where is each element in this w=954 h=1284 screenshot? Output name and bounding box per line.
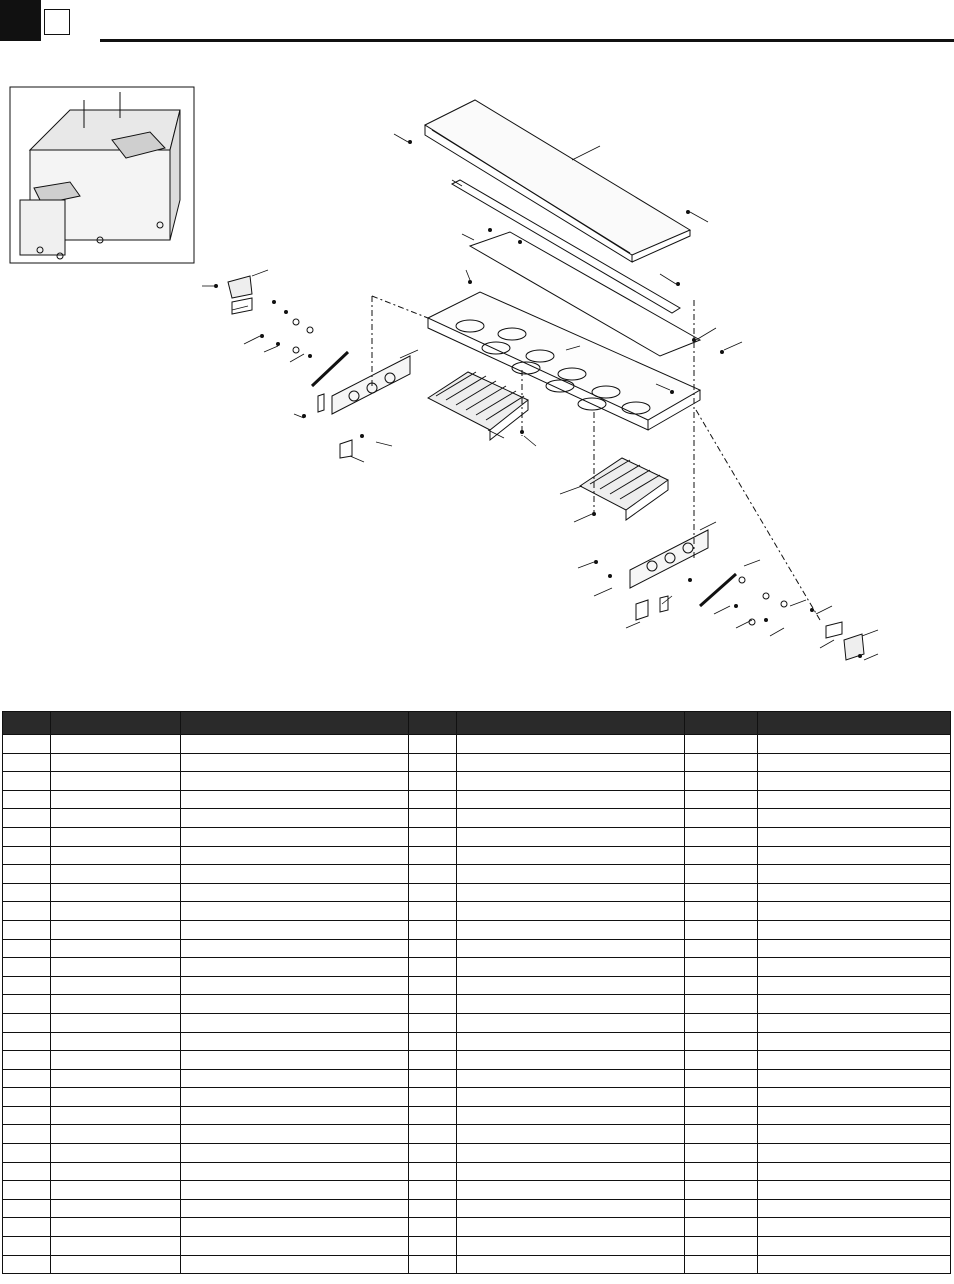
table-cell [457,1032,685,1051]
table-cell [3,976,51,995]
table-cell [457,1106,685,1125]
table-cell [409,976,457,995]
table-cell [3,827,51,846]
table-row [3,939,951,958]
table-cell [3,809,51,828]
table-row [3,1181,951,1200]
table-cell [3,1106,51,1125]
table-cell [457,827,685,846]
table-cell [3,939,51,958]
table-cell [409,1162,457,1181]
table-cell [685,865,758,884]
table-cell [51,1051,181,1070]
table-cell [457,865,685,884]
table-cell [3,1051,51,1070]
table-cell [181,1181,409,1200]
table-cell [758,883,951,902]
table-cell [181,1255,409,1274]
table-row [3,1218,951,1237]
table-row [3,735,951,754]
table-row [3,809,951,828]
table-cell [457,1199,685,1218]
table-cell [181,902,409,921]
table-cell [51,1088,181,1107]
table-cell [51,995,181,1014]
table-cell [409,827,457,846]
table-cell [758,753,951,772]
right-bracket-part [630,530,864,660]
left-bracket-part [228,276,410,458]
table-cell [758,1051,951,1070]
table-cell [181,1237,409,1256]
table-cell [409,1237,457,1256]
table-cell [181,1125,409,1144]
table-cell [457,735,685,754]
table-cell [758,1144,951,1163]
table-cell [3,1181,51,1200]
table-cell [409,1051,457,1070]
table-cell [758,809,951,828]
table-cell [685,1162,758,1181]
table-cell [51,958,181,977]
table-cell [181,1162,409,1181]
table-cell [457,1051,685,1070]
table-row [3,790,951,809]
table-cell [51,1013,181,1032]
table-cell [3,1218,51,1237]
table-cell [685,790,758,809]
table-cell [409,846,457,865]
table-row [3,1051,951,1070]
table-cell [51,883,181,902]
table-cell [409,995,457,1014]
table-cell [181,846,409,865]
table-cell [409,1106,457,1125]
table-cell [758,939,951,958]
table-cell [457,1218,685,1237]
table-row [3,958,951,977]
table-row [3,1125,951,1144]
table-cell [51,827,181,846]
table-cell [51,1218,181,1237]
table-cell [457,1088,685,1107]
table-cell [457,1144,685,1163]
table-cell [758,1069,951,1088]
table-cell [685,1013,758,1032]
table-cell [409,1069,457,1088]
column-header [3,712,51,735]
table-row [3,1106,951,1125]
table-cell [758,1088,951,1107]
table-row [3,1032,951,1051]
table-cell [685,1237,758,1256]
table-row [3,976,951,995]
table-cell [409,1255,457,1274]
table-cell [3,1013,51,1032]
table-cell [51,1106,181,1125]
table-cell [51,772,181,791]
table-cell [457,1237,685,1256]
table-row [3,772,951,791]
table-cell [51,1144,181,1163]
table-cell [409,1181,457,1200]
table-row [3,827,951,846]
table-cell [181,1144,409,1163]
table-cell [685,1144,758,1163]
table-cell [758,976,951,995]
table-cell [685,902,758,921]
table-cell [3,1125,51,1144]
table-row [3,753,951,772]
table-cell [409,1199,457,1218]
table-cell [457,809,685,828]
table-cell [3,1032,51,1051]
table-cell [685,920,758,939]
table-cell [51,1125,181,1144]
table-cell [51,976,181,995]
table-cell [758,1199,951,1218]
roller-tray-left-part [428,372,528,440]
table-cell [51,753,181,772]
table-row [3,920,951,939]
table-cell [409,753,457,772]
table-cell [685,1069,758,1088]
table-cell [3,865,51,884]
table-cell [758,827,951,846]
table-row [3,902,951,921]
column-header [409,712,457,735]
table-cell [3,995,51,1014]
table-cell [181,1069,409,1088]
table-cell [51,920,181,939]
table-row [3,1088,951,1107]
table-cell [181,1051,409,1070]
table-cell [758,790,951,809]
table-row [3,865,951,884]
table-cell [758,1125,951,1144]
table-cell [457,753,685,772]
column-header [758,712,951,735]
table-cell [685,753,758,772]
roller-tray-right-part [580,458,668,520]
table-cell [181,1199,409,1218]
table-cell [409,920,457,939]
table-row [3,1013,951,1032]
table-cell [51,1181,181,1200]
table-cell [457,920,685,939]
table-cell [457,772,685,791]
table-cell [181,1106,409,1125]
table-cell [3,846,51,865]
table-cell [181,995,409,1014]
table-cell [409,735,457,754]
table-cell [685,883,758,902]
table-cell [685,735,758,754]
table-cell [181,976,409,995]
table-cell [457,995,685,1014]
table-cell [51,865,181,884]
table-cell [758,1106,951,1125]
table-cell [457,790,685,809]
table-cell [3,1069,51,1088]
table-cell [758,1013,951,1032]
table-cell [685,995,758,1014]
table-row [3,995,951,1014]
table-cell [181,1013,409,1032]
table-cell [3,735,51,754]
table-cell [3,790,51,809]
table-cell [685,1051,758,1070]
table-cell [3,1144,51,1163]
table-cell [409,1032,457,1051]
table-row [3,846,951,865]
table-cell [457,1013,685,1032]
table-cell [409,902,457,921]
column-header [181,712,409,735]
table-cell [457,976,685,995]
table-cell [685,809,758,828]
table-cell [181,809,409,828]
table-cell [51,735,181,754]
table-cell [3,1255,51,1274]
table-cell [181,790,409,809]
table-cell [758,1181,951,1200]
table-cell [409,1013,457,1032]
table-cell [181,958,409,977]
table-cell [181,1088,409,1107]
table-cell [685,1106,758,1125]
table-row [3,1144,951,1163]
table-cell [457,883,685,902]
table-cell [51,1069,181,1088]
table-cell [758,846,951,865]
table-cell [51,902,181,921]
table-cell [409,1218,457,1237]
table-cell [51,1255,181,1274]
table-cell [181,939,409,958]
table-cell [457,958,685,977]
table-cell [685,1199,758,1218]
table-row [3,883,951,902]
parts-table-body [3,735,951,1274]
table-cell [181,920,409,939]
table-header-row [3,712,951,735]
table-cell [51,790,181,809]
table-cell [3,920,51,939]
machine-overview-illustration [10,87,194,263]
table-cell [457,846,685,865]
parts-list-table [2,711,951,1274]
table-cell [3,1237,51,1256]
table-cell [181,827,409,846]
table-cell [181,865,409,884]
table-cell [409,865,457,884]
table-cell [51,939,181,958]
table-cell [758,1218,951,1237]
table-cell [181,1032,409,1051]
table-cell [758,995,951,1014]
table-cell [685,1125,758,1144]
table-cell [3,753,51,772]
table-cell [457,1162,685,1181]
table-cell [181,1218,409,1237]
table-cell [685,1181,758,1200]
table-cell [409,958,457,977]
table-cell [685,958,758,977]
table-cell [409,809,457,828]
table-cell [3,902,51,921]
table-cell [758,772,951,791]
table-cell [3,883,51,902]
table-cell [685,1218,758,1237]
table-cell [457,1255,685,1274]
table-cell [409,883,457,902]
table-cell [409,939,457,958]
table-cell [409,1144,457,1163]
table-cell [685,976,758,995]
table-cell [758,1237,951,1256]
table-cell [758,865,951,884]
table-cell [51,1237,181,1256]
table-row [3,1069,951,1088]
table-cell [758,920,951,939]
table-cell [457,902,685,921]
table-row [3,1162,951,1181]
top-cover-part [425,100,690,262]
table-cell [758,958,951,977]
table-cell [3,1162,51,1181]
table-cell [409,1125,457,1144]
table-cell [3,772,51,791]
table-cell [51,1199,181,1218]
table-cell [181,735,409,754]
table-cell [758,1032,951,1051]
table-cell [685,1032,758,1051]
column-header [51,712,181,735]
table-cell [181,772,409,791]
table-cell [51,1032,181,1051]
table-cell [758,1255,951,1274]
table-cell [758,1162,951,1181]
table-cell [181,753,409,772]
column-header [685,712,758,735]
table-cell [457,939,685,958]
table-cell [457,1181,685,1200]
table-cell [3,958,51,977]
table-cell [685,1088,758,1107]
table-cell [409,790,457,809]
table-cell [457,1069,685,1088]
table-cell [409,1088,457,1107]
table-cell [758,902,951,921]
table-cell [3,1199,51,1218]
table-cell [3,1088,51,1107]
table-cell [685,827,758,846]
table-cell [51,846,181,865]
table-cell [51,809,181,828]
table-cell [51,1162,181,1181]
table-cell [758,735,951,754]
table-row [3,1199,951,1218]
table-cell [457,1125,685,1144]
table-row [3,1237,951,1256]
table-cell [685,772,758,791]
table-cell [685,1255,758,1274]
table-cell [409,772,457,791]
table-cell [685,939,758,958]
column-header [457,712,685,735]
table-cell [685,846,758,865]
table-cell [181,883,409,902]
table-row [3,1255,951,1274]
